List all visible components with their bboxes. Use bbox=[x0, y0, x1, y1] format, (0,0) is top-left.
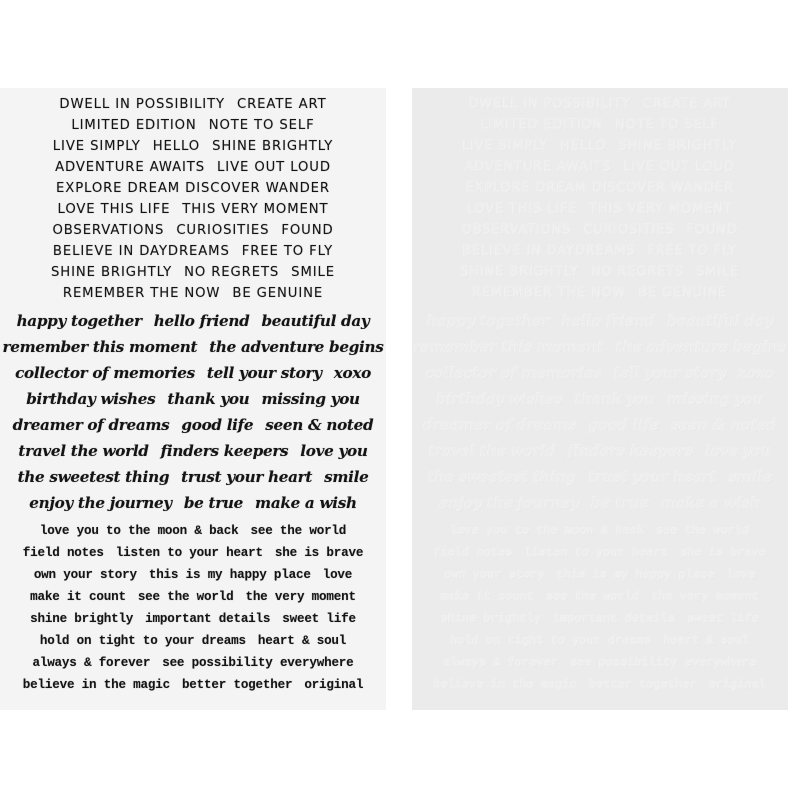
sentiment-phrase: ADVENTURE AWAITS bbox=[55, 160, 206, 175]
sentiment-row bbox=[0, 464, 386, 490]
sentiment-row bbox=[412, 178, 788, 199]
sentiment-phrase: LIMITED EDITION bbox=[71, 118, 197, 133]
sentiment-phrase: the sweetest thing bbox=[17, 468, 170, 486]
sentiment-phrase: remember this moment bbox=[413, 338, 605, 356]
sentiment-phrase: love bbox=[726, 568, 756, 582]
sentiment-row bbox=[412, 542, 788, 564]
sentiment-phrase: smile bbox=[728, 468, 773, 486]
sentiment-phrase: own your story bbox=[33, 568, 137, 582]
sentiment-row bbox=[412, 199, 788, 220]
sentiment-phrase: travel the world bbox=[18, 442, 149, 460]
sentiment-row bbox=[0, 520, 386, 542]
sentiment-phrase: always & forever bbox=[443, 656, 559, 670]
sentiment-phrase: the adventure begins bbox=[209, 338, 384, 356]
sentiment-phrase: HELLO bbox=[152, 139, 201, 154]
sentiment-phrase: LIVE SIMPLY bbox=[462, 139, 549, 154]
sentiment-phrase: good life bbox=[588, 416, 660, 434]
sentiment-row bbox=[0, 115, 386, 136]
sentiment-phrase: EXPLORE DREAM DISCOVER WANDER bbox=[56, 181, 330, 196]
sentiment-phrase: SMILE bbox=[291, 265, 335, 280]
sentiment-row bbox=[0, 241, 386, 262]
sentiment-phrase: this is my happy place bbox=[148, 568, 311, 582]
sentiment-row bbox=[412, 464, 788, 490]
sentiment-phrase: love bbox=[322, 568, 353, 582]
sentiment-row bbox=[412, 241, 788, 262]
sentiment-phrase: birthday wishes bbox=[26, 390, 156, 408]
sentiment-phrase: she is brave bbox=[274, 546, 364, 560]
sentiment-phrase: LIMITED EDITION bbox=[480, 118, 604, 133]
sentiment-phrase: FREE TO FLY bbox=[241, 244, 334, 259]
sentiment-phrase: LIVE OUT LOUD bbox=[623, 160, 736, 175]
sentiment-row bbox=[412, 157, 788, 178]
sentiment-row bbox=[0, 308, 386, 334]
sentiment-phrase: CURIOSITIES bbox=[176, 223, 270, 238]
sentiment-phrase: CREATE ART bbox=[643, 97, 732, 112]
sentiment-phrase: dreamer of dreams bbox=[12, 416, 170, 434]
sentiment-phrase: sweet life bbox=[282, 612, 356, 626]
sentiment-phrase: happy together bbox=[16, 312, 142, 330]
sentiment-row bbox=[412, 360, 788, 386]
sentiment-phrase: FOUND bbox=[686, 223, 738, 238]
sentiment-phrase: see the world bbox=[137, 590, 234, 604]
sentiment-phrase: be true bbox=[183, 494, 244, 512]
sentiment-phrase: seen & noted bbox=[265, 416, 374, 434]
sentiment-phrase: better together bbox=[181, 678, 293, 692]
sentiment-phrase: BELIEVE IN DAYDREAMS bbox=[462, 244, 636, 259]
sentiment-phrase: make a wish bbox=[661, 494, 761, 512]
sentiment-row bbox=[412, 220, 788, 241]
sentiment-row bbox=[0, 652, 386, 674]
sentiment-phrase: believe in the magic bbox=[433, 678, 578, 692]
sentiment-phrase: the adventure begins bbox=[616, 338, 787, 356]
sentiment-phrase: OBSERVATIONS bbox=[462, 223, 572, 238]
sentiment-row bbox=[0, 412, 386, 438]
sentiment-row bbox=[412, 630, 788, 652]
sentiment-row bbox=[0, 334, 386, 360]
sentiment-row bbox=[0, 386, 386, 412]
sentiment-phrase: OBSERVATIONS bbox=[52, 223, 165, 238]
sentiment-phrase: SHINE BRIGHTLY bbox=[618, 139, 738, 154]
sentiment-row bbox=[412, 136, 788, 157]
clear-stamp-sheet bbox=[412, 88, 788, 710]
sentiment-phrase: trust your heart bbox=[588, 468, 717, 486]
sentiment-row bbox=[0, 586, 386, 608]
sentiment-phrase: heart & soul bbox=[257, 634, 347, 648]
sentiment-phrase: SHINE BRIGHTLY bbox=[212, 139, 334, 154]
sentiment-phrase: shine brightly bbox=[30, 612, 134, 626]
sentiment-phrase: travel the world bbox=[428, 442, 557, 460]
sentiment-phrase: field notes bbox=[433, 546, 513, 560]
sentiment-row bbox=[412, 564, 788, 586]
sentiment-row bbox=[412, 262, 788, 283]
sentiment-phrase: SHINE BRIGHTLY bbox=[460, 265, 580, 280]
sentiment-row bbox=[412, 674, 788, 696]
typewriter-section bbox=[412, 520, 788, 696]
sentiment-phrase: important details bbox=[553, 612, 676, 626]
sentiment-phrase: see the world bbox=[546, 590, 640, 604]
sentiment-phrase: BE GENUINE bbox=[232, 286, 324, 301]
sentiment-phrase: birthday wishes bbox=[436, 390, 563, 408]
sentiment-phrase: enjoy the journey bbox=[439, 494, 580, 512]
sentiment-phrase: love you bbox=[705, 442, 772, 460]
sentiment-phrase: collector of memories bbox=[15, 364, 195, 382]
sentiment-row bbox=[0, 542, 386, 564]
typewriter-section bbox=[0, 520, 386, 696]
sentiment-phrase: the sweetest thing bbox=[427, 468, 577, 486]
sentiment-phrase: listen to your heart bbox=[115, 546, 263, 560]
sentiment-phrase: own your story bbox=[444, 568, 545, 582]
sentiment-phrase: LOVE THIS LIFE bbox=[467, 202, 578, 217]
sentiment-phrase: xoxo bbox=[333, 364, 371, 382]
sentiment-phrase: enjoy the journey bbox=[29, 494, 172, 512]
sentiment-row bbox=[0, 94, 386, 115]
sentiment-row bbox=[412, 520, 788, 542]
sentiment-phrase: NOTE TO SELF bbox=[208, 118, 315, 133]
sentiment-phrase: DWELL IN POSSIBILITY bbox=[59, 97, 226, 112]
sentiment-phrase: CREATE ART bbox=[237, 97, 327, 112]
sentiment-phrase: THIS VERY MOMENT bbox=[182, 202, 329, 217]
sentiment-phrase: make a wish bbox=[255, 494, 357, 512]
sentiment-phrase: the very moment bbox=[651, 590, 760, 604]
sentiment-row bbox=[0, 438, 386, 464]
sentiment-phrase: see possibility everywhere bbox=[162, 656, 354, 670]
sentiment-phrase: tell your story bbox=[206, 364, 322, 382]
sentiment-phrase: SHINE BRIGHTLY bbox=[50, 265, 173, 280]
sentiment-phrase: love you to the moon & back bbox=[39, 524, 239, 538]
sentiment-phrase: always & forever bbox=[32, 656, 151, 670]
sentiment-row bbox=[0, 608, 386, 630]
sentiment-phrase: finders keepers bbox=[568, 442, 694, 460]
sentiment-phrase: NO REGRETS bbox=[184, 265, 280, 280]
sentiment-phrase: missing you bbox=[261, 390, 360, 408]
sentiment-phrase: NOTE TO SELF bbox=[615, 118, 720, 133]
sentiment-row bbox=[0, 157, 386, 178]
sentiment-phrase: listen to your heart bbox=[524, 546, 669, 560]
sentiment-row bbox=[412, 490, 788, 516]
stamped-sentiment-sheet bbox=[0, 88, 386, 710]
sentiment-phrase: love you to the moon & back bbox=[450, 524, 645, 538]
script-section bbox=[0, 308, 386, 516]
sentiment-phrase: thank you bbox=[167, 390, 250, 408]
sentiment-phrase: this is my happy place bbox=[556, 568, 715, 582]
sentiment-row bbox=[412, 412, 788, 438]
sentiment-phrase: LOVE THIS LIFE bbox=[57, 202, 171, 217]
sentiment-phrase: beautiful day bbox=[667, 312, 774, 330]
sentiment-phrase: shine brightly bbox=[440, 612, 542, 626]
sentiment-phrase: the very moment bbox=[245, 590, 356, 604]
sentiment-phrase: original bbox=[304, 678, 364, 692]
sentiment-phrase: original bbox=[708, 678, 767, 692]
sentiment-row bbox=[412, 652, 788, 674]
sentiment-phrase: remember this moment bbox=[2, 338, 198, 356]
script-section bbox=[412, 308, 788, 516]
sentiment-phrase: good life bbox=[181, 416, 254, 434]
sentiment-row bbox=[0, 262, 386, 283]
sentiment-phrase: hello friend bbox=[561, 312, 656, 330]
sentiment-row bbox=[412, 608, 788, 630]
sentiment-row bbox=[412, 438, 788, 464]
sentiment-phrase: thank you bbox=[574, 390, 656, 408]
sentiment-row bbox=[0, 630, 386, 652]
sentiment-phrase: BE GENUINE bbox=[638, 286, 728, 301]
sentiment-row bbox=[0, 178, 386, 199]
caps-section bbox=[0, 94, 386, 304]
sentiment-phrase: better together bbox=[589, 678, 697, 692]
sentiment-phrase: field notes bbox=[22, 546, 104, 560]
sentiment-phrase: finders keepers bbox=[160, 442, 289, 460]
sentiment-phrase: smile bbox=[324, 468, 369, 486]
sentiment-row bbox=[412, 94, 788, 115]
sentiment-row bbox=[0, 674, 386, 696]
sentiment-phrase: seen & noted bbox=[671, 416, 777, 434]
sentiment-phrase: THIS VERY MOMENT bbox=[589, 202, 733, 217]
sentiment-phrase: see the world bbox=[250, 524, 347, 538]
sentiment-phrase: beautiful day bbox=[261, 312, 370, 330]
sentiment-phrase: xoxo bbox=[738, 364, 775, 382]
sentiment-phrase: FOUND bbox=[281, 223, 334, 238]
sentiment-phrase: missing you bbox=[667, 390, 764, 408]
sentiment-phrase: tell your story bbox=[613, 364, 727, 382]
sentiment-phrase: hello friend bbox=[153, 312, 250, 330]
sentiment-phrase: LIVE OUT LOUD bbox=[217, 160, 331, 175]
sentiment-phrase: trust your heart bbox=[181, 468, 313, 486]
sentiment-phrase: she is brave bbox=[680, 546, 767, 560]
sentiment-phrase: SMILE bbox=[696, 265, 740, 280]
sentiment-row bbox=[412, 586, 788, 608]
sentiment-phrase: HELLO bbox=[560, 139, 607, 154]
sentiment-phrase: REMEMBER THE NOW bbox=[472, 286, 627, 301]
sentiment-phrase: FREE TO FLY bbox=[647, 244, 738, 259]
sentiment-row bbox=[0, 490, 386, 516]
sentiment-row bbox=[412, 334, 788, 360]
caps-section bbox=[412, 94, 788, 304]
sentiment-row bbox=[0, 564, 386, 586]
sentiment-phrase: see the world bbox=[656, 524, 750, 538]
sentiment-phrase: see possibility everywhere bbox=[570, 656, 757, 670]
sentiment-phrase: sweet life bbox=[687, 612, 760, 626]
sentiment-phrase: be true bbox=[591, 494, 650, 512]
sentiment-phrase: important details bbox=[145, 612, 271, 626]
sentiment-phrase: hold on tight to your dreams bbox=[39, 634, 246, 648]
sentiment-phrase: LIVE SIMPLY bbox=[52, 139, 141, 154]
sentiment-phrase: dreamer of dreams bbox=[423, 416, 577, 434]
sentiment-row bbox=[412, 308, 788, 334]
sentiment-phrase: EXPLORE DREAM DISCOVER WANDER bbox=[465, 181, 735, 196]
sentiment-phrase: love you bbox=[300, 442, 368, 460]
sentiment-phrase: hold on tight to your dreams bbox=[450, 634, 652, 648]
sentiment-phrase: NO REGRETS bbox=[591, 265, 685, 280]
sentiment-row bbox=[412, 283, 788, 304]
sentiment-phrase: believe in the magic bbox=[22, 678, 170, 692]
sentiment-row bbox=[0, 360, 386, 386]
sentiment-phrase: heart & soul bbox=[663, 634, 750, 648]
sentiment-row bbox=[412, 115, 788, 136]
sentiment-phrase: ADVENTURE AWAITS bbox=[464, 160, 612, 175]
sentiment-phrase: happy together bbox=[426, 312, 550, 330]
sentiment-phrase: REMEMBER THE NOW bbox=[62, 286, 221, 301]
sentiment-row bbox=[0, 220, 386, 241]
sentiment-phrase: BELIEVE IN DAYDREAMS bbox=[52, 244, 230, 259]
sentiment-phrase: make it count bbox=[30, 590, 126, 604]
sentiment-phrase: collector of memories bbox=[425, 364, 602, 382]
sentiment-row bbox=[0, 283, 386, 304]
sentiment-row bbox=[412, 386, 788, 412]
sentiment-phrase: make it count bbox=[440, 590, 535, 604]
sentiment-row bbox=[0, 136, 386, 157]
sentiment-phrase: DWELL IN POSSIBILITY bbox=[468, 97, 632, 112]
sentiment-phrase: CURIOSITIES bbox=[583, 223, 675, 238]
sentiment-row bbox=[0, 199, 386, 220]
